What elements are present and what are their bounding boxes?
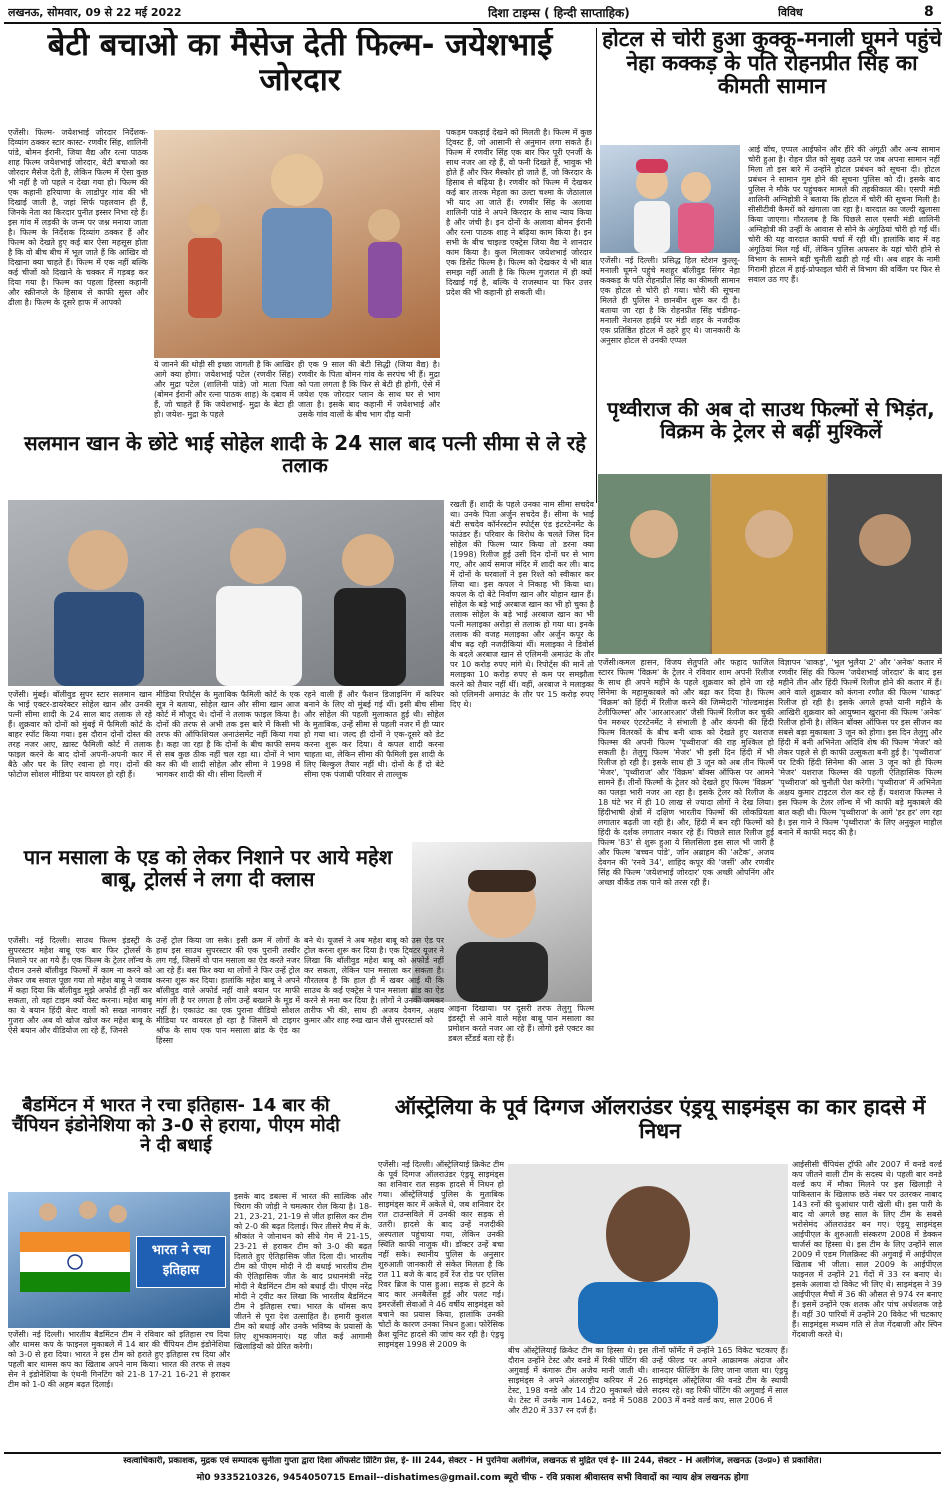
badminton-team-photo [8,1192,230,1328]
headline-prithviraj: पृथ्वीराज की अब दो साउथ फिल्मों से भिड़ंत, विक्रम के ट्रेलर से बढ़ीं मुश्किलें [607,398,935,444]
footer-contact-info: मो0 9335210326, 9454050715 Email--dishatimes@gmail.com ब्यूरो चीफ - रवि प्रकाश श्रीवास्तव सभी विवादों का न्याय क्षेत्र लखनऊ होगा [196,1473,749,1483]
article-mahesh-col1: एजेंसी। नई दिल्ली। साउथ फिल्म इंडस्ट्री के सुपरस्टार महेश बाबू एक बार फिर ट्रोलर्स के निशाने पर आ गये हैं। एक फिल्म के ट्रेलर लॉन्च के दौरान उनसे बॉलीवुड फिल्मों में काम ना करने को लेकर जब सवाल पूछा गया तो महेश बाबू ने जवाब में कहा दिया कि बॉलीवुड मुझे अफोर्ड ही नहीं कर सकता, तो वहां टाइम क्यों वेस्ट करना। महेश बाबू का ये बयान हिंदी बेल्ट वालों को सख्त नागवार गुजरा और अब वो खोज खोज कर महेश बाबू के ऐसे बयान और वीडियोज ला रहे हैं, जिनसे [8,936,152,1035]
article-badminton-col2: इसके बाद डबल्स में भारत की सात्विक और चिराग की जोड़ी ने चमत्कार रोल किया है। 18-21, 23-21, 21-19 से जीत हासिल कर टीम को 2-0 की बढ़त दिलाई। फिर तीसरे मैच में के. श्रीकांत ने जोनाथन को सीधे गेम में 21-15, 23-21 से हराकर टीम को 3-0 की बढ़त दिलाते हुए ऐतिहासिक जीत दिला दी। भारतीय टीम को पीएम मोदी ने दी बधाई भारतीय टीम की ऐतिहासिक जीत के बाद प्रधानमंत्री नरेंद्र मोदी ने बैडमिंटन टीम को बधाई दी। पीएम नरेंद्र मोदी ने ट्वीट कर लिखा कि भारतीय बैडमिंटन टीम ने इतिहास रचा। भारत के थॉमस कप जीतने से पूरा देश उत्साहित है। हमारी कुशल टीम को बधाई और उनके भविष्य के प्रयासों के लिए शुभकामनाएं। यह जीत कई आगामी खिलाड़ियों को प्रेरित करेगी। [234,1192,372,1351]
headline-badminton: बैडमिंटन में भारत ने रचा इतिहास- 14 बार की चैंपियन इंडोनेशिया को 3-0 से हराया, पीएम मोदी ने दी बधाई [12,1096,340,1157]
column-divider [596,28,597,503]
article-badminton-col1: एजेंसी। नई दिल्ली। भारतीय बैडमिंटन टीम ने रविवार को इतिहास रच दिया और थामस कप के फाइनल मुकाबले में 14 बार की चैंपियन टीम इंडोनेशिया को 3-0 से हरा दिया। भारत ने इस टीम को हराते हुए इतिहास रच दिया और पहली बार थामस कप का खिताब अपने नाम किया। भारत की तरफ से लक्ष्य सेन ने इंडोनेशिया के एंथनी गिनटिंग को 21-8 17-21 16-21 से हराकर टीम को 1-0 की अहम बढ़त दिलाई। [8,1330,230,1389]
sohail-seema-photo [8,500,444,686]
article-mahesh-col4: आइना दिखाया। पर दूसरी तरफ तेलुगु फिल्म इंडस्ट्री से आने वाले महेश बाबू पान मसाला का प्रमोशन करते नजर आ रहे हैं। लोगो इसे एक्टर का डबल स्टैंडर्ड बता रहे हैं। [448,1004,594,1043]
section-name: विविध [778,5,803,19]
article-prithviraj-col1: एजेंसी।कमल हासन, विजय सेतुपति और फहाद फाजिल स्टारर फिल्म 'विक्रम' के ट्रेलर ने रविवार शाम अपनी रिलीज के साथ ही अपने महीने के पहले शुक्रवार को होने जा रहे सिनेमा के महामुकाबले को और बढ़ा कर दिया है। फिल्म 'विक्रम' को हिंदी में रिलीज करने की जिम्मेदारी 'गोल्डमाइंस टेलीफिल्म्स' और 'आरआरआर' जैसी फिल्में रिलीज कर चुकी पेन मरुधर एंटरटेनमेंट ने संभाली है और कंपनी की हिंदी फिल्म वितरकों के बीच बनी धाक को देखते हुए यशराज फिल्म्स की अपनी फिल्म 'पृथ्वीराज' की राह मुश्किल हो सकती है। तेलुगु फिल्म 'मेजर' भी इसी दिन हिंदी में भी रिलीज हो रही है। इसके साथ ही 3 जून को अब तीन फिल्में 'मेजर', 'पृथ्वीराज' और 'विक्रम' बॉक्स ऑफिस पर आमने सामने हैं। तीनों फिल्मों के ट्रेलर को देखते हुए फिल्म 'विक्रम' का पलड़ा भारी नजर आ रहा है। इसके ट्रेलर को रिलीज के 18 घंटे भर में ही 10 लाख से ज्यादा लोगों ने देख लिया। हिंदीभाषी क्षेत्रों में दक्षिण भारतीय फिल्मों की लोकप्रियता लगातार बढ़ती जा रही है। और, हिंदी में बन रही फिल्मों को हिंदी के दर्शक लगातार नकार रहे हैं। पिछले साल रिलीज हुई फिल्म '83' से शुरू हुआ ये सिलसिला इस साल भी जारी है और फिल्म 'बच्चन पांडे', जॉन अब्राहम की 'अटैक', अजय देवगन की 'रनवे 34', शाहिद कपूर की 'जर्सी' और रणवीर सिंह की फिल्म 'जयेशभाई जोरदार' एक अच्छी ओपनिंग और अच्छा वीकेंड तक पाने को तरस रही हैं। [598,658,774,887]
headline-jayeshbhai: बेटी बचाओ का मैसेज देती फिल्म- जयेशभाई जोरदार [47,28,553,98]
headline-rohanpreet: होटल से चोरी हुआ कुक्कू-मनाली घूमने पहुंचे नेहा कक्कड़ के पति रोहनप्रीत सिंह का कीमती सामान [602,28,942,99]
article-sohail-col1: एजेंसी। मुंबई। बॉलीवुड सुपर स्टार सलमान खान के भाई एक्टर-डायरेक्टर सोहेल खान और उनकी पत्नी सीमा शादी के 24 साल बाद तलाक ले रहे हैं। शुक्रवार को दोनों को मुंबई में फैमिली कोर्ट के बाहर स्पॉट किया गया। इस दौरान दोनों दोस्त की तरह नजर आए, ख़ास्ट फैमिली कोर्ट में तलाक फाइल करने के बाद दोनों अपनी-अपनी कार में बैठे और घर के लिए रवाना हो गए। दोनों की फोटोज सोशल मीडिया पर वायरल हो रही हैं। [8,690,152,779]
article-sohail-col2: मीडिया रिपोर्ट्स के मुताबिक फैमिली कोर्ट के एक सूत्र ने बताया, सोहेल खान और सीमा खान आज कोर्ट में मौजूद थे। दोनों ने तलाक फाइल किया है। दोनों की तरफ से अभी तक इस बारे में किसी भी तरफ की ऑफिशियल अनाउंसमेंट नहीं किया गया है। कहा जा रहा है कि दोनों के बीच काफी समय से सब कुछ ठीक नहीं चल रहा था। दोनों ने भाग कर की थी शादी सोहेल और सीमा ने 1998 में भागकर शादी की थी। सीमा दिल्ली में [156,690,300,779]
article-symonds-col3: तीनों फॉर्मेट में उन्होंने 165 विकेट चटकाए हैं। उन्हें फील्ड पर अपने आक्रामक अंदाज और शानदार फील्डिंग के लिए जाना जाता था। एंड्रयू साइमंड्स ऑस्ट्रेलिया की वनडे टीम के स्थायी सदस्य रहे। वह रिकी पोंटिंग की अगुवाई में साल 2003 में वनडे वर्ल्ड कप, साल 2006 में [652,1346,788,1405]
article-jayeshbhai-col3: ही एक 9 साल की बेटी सिद्धी (जिया वैद्य) है। रणवीर के पिता बोमन गांव के सरपंच भी हैं। मुद्रा को पता लगता है कि फिर से बेटी ही होगी, ऐसे में जयेश एक जोरदार प्लान के साथ घर से भाग जाता है। इसके बाद कहानी में जयेशभाई और उसके गांव वालों के बीच भाग दौड़ यानी [298,360,440,419]
article-sohail-col4: रखती हैं। शादी के पहले उनका नाम सीमा सचदेव था। उनके पिता अर्जुन सचदेव हैं। सीमा के भाई बंटी सचदेव कॉर्नरस्टोन स्पोर्ट्स एंड इंटरटेनमेंट के फाउंडर हैं। परिवार के विरोध के चलते जिस दिन सोहेल की फिल्म प्यार किया तो डरना क्या (1998) रिलीज हुई उसी दिन दोनों घर से भाग गए, और आर्य समाज मंदिर में शादी कर ली। बाद में दोनों के घरवालों ने इस रिश्ते को स्वीकार कर लिया था। इस कपल ने निकाह भी किया था। कपल के दो बेटे निर्वाण खान और योहान खान हैं। सोहेल के बड़े भाई अरबाज खान का भी हो चुका है तलाक सोहेल के बड़े भाई अरबाज खान का भी पत्नी मलाइका अरोड़ा से तलाक हो गया था। इनके तलाक की वजह मलाइका और अर्जुन कपूर के बीच बढ़ रही नजदीकियां थीं। मलाइका ने डिवोर्स के बदले अरबाज खान से एलिमनी अमाउंट के तौर पर 10 करोड़ रुपए मांगे थे। रिपोर्ट्स की मानें तो मलाइका 10 करोड़ रुपए से कम पर समझौता करने को तैयार नहीं थीं। वहीं, अरबाज ने मलाइका को एलिमनी अमाउंट के तौर पर 15 करोड़ रुपए दिए थे। [450,500,594,709]
article-symonds-col4: आईसीसी चैंपियंस ट्रॉफी और 2007 में वनडे वर्ल्ड कप जीतने वाली टीम के सदस्य थे। पहली बार वनडे वर्ल्ड कप में मौका मिलने पर इस खिलाड़ी ने पाकिस्तान के खिलाफ छठे नंबर पर उतरकर नाबाद 143 रनों की धुआंधार पारी खेली थी। इस पारी के बाद वो अगले छह साल के लिए टीम के सबसे भरोसेमंद ऑलराउंडर बन गए। एंड्रयू साइमंड्स आईपीएल के शुरुआती संस्करण 2008 में डेक्कन चार्जर्स का हिस्सा थे। इस टीम के लिए उन्होंने साल 2009 में एडम गिलक्रिस्ट की अगुवाई में आईपीएल खिताब भी जीता। साल 2009 के आईपीएल फाइनल में उन्होंने 21 गेंदों में 33 रन बनाए थे। इसके अलावा दो विकेट भी लिए थे। साइमंड्स ने 39 आईपीएल मैचों में 36 की औसत से 974 रन बनाए हैं। इसमें उन्होंने एक शतक और पांच अर्धशतक जड़े हैं। वहीं 30 पारियों में उन्होंने 20 विकेट भी चटकाए हैं। साइमंड्स मध्यम गति से तेज गेंदबाजी और स्पिन गेंदबाजी करते थे। [792,1160,942,1339]
andrew-symonds-photo [508,1164,788,1344]
article-sohail-col3: रहने वाली हैं और फैशन डिजाइनिंग में करियर बनाने के लिए वो मुंबई गई थीं। इसी बीच सीमा और सोहेल की पहली मुलाकात हुई थी। सोहेल के मुताबिक, उन्हें सीमा से पहली नजर में ही प्यार हो गया था। जल्द ही दोनों ने एक-दूसरे को डेट करना शुरू कर दिया। वे कपल शादी करना चाहता था, लेकिन सीमा की फैमिली इस शादी के लिए बिल्कुल तैयार नहीं थी। दोनों के हैं दो बेटे सीमा एक पंजाबी परिवार से ताल्लुक [304,690,444,779]
neha-rohanpreet-photo [600,145,740,253]
article-jayeshbhai-col1: एजेंसी। फिल्म- जयेशभाई जोरदार निर्देशक- दिव्यांग ठक्कर स्टार कास्ट- रणवीर सिंह, शालिनी पांडे, बोमन ईरानी, जिया वैद्य और रत्ना पाठक शाह फिल्म जयेशभाई जोरदार, बेटी बचाओ का जोरदार मैसेज देती है, लेकिन फिल्म में ऐसा कुछ भी नहीं है जो पहले न देखा गया हो। फिल्म की एक कहानी हरियाणा के लाडोपुर गांव की भी दिखाई जाती है, जहां सिर्फ पहलवान ही हैं, जिनके नेता का किरदार पुनीत इस्सर निभा रहे हैं। इस गांव में लड़की के जन्म पर जश्न मनाया जाता है। फिल्म के निर्देशक दिव्यांग ठक्कर हैं और फिल्म को देखते हुए कई बार ऐसा महसूस होता है कि वो बीच बीच में भूल जाते हैं कि आखिर वो दिखाना क्या चाहते हैं। फिल्म में एक नहीं बल्कि कई चीजों को दिखाने के चक्कर में गड़बड़ कर दिया गया है। फिल्म का पहला हिस्सा कहानी और स्क्रीनप्ले के हिसाब से काफी सुस्त और ढीला है। फिल्म के दूसरे हाफ में आपको [8,128,148,307]
photo-caption-line2: इतिहास [162,1262,200,1278]
article-jayeshbhai-col2: ये जानने की थोड़ी सी इच्छा जागती है कि आखिर आगे क्या होगा। जयेशभाई पटेल (रणवीर सिंह) और मुद्रा पटेल (शालिनी पांडे) जो माता पिता (बोमन ईरानी और रत्ना पाठक शाह) के दबाव में हैं, जो चाहते हैं कि जयेशभाई- मुद्रा के बेटा ही हो। जयेश- मुद्रा के पहले [154,360,294,419]
article-symonds-col1: एजेंसी। नई दिल्ली। ऑस्ट्रेलियाई क्रिकेट टीम के पूर्व दिग्गज ऑलराउंडर एंड्रयू साइमंड्स का शनिवार रात सड़क हादसे में निधन हो गया। ऑस्ट्रेलियाई पुलिस के मुताबिक साइमंड्स कार में अकेले थे, जब शनिवार देर रात टाउन्सविले में उनकी कार सड़क से उतरी। हादसे के बाद उन्हें नजदीकी अस्पताल पहुंचाया गया, लेकिन उनकी स्थिति काफी नाजुक थी। डॉक्टर उन्हें बचा नहीं सके। स्थानीय पुलिस के अनुसार शुरुआती जानकारी से संकेत मिलता है कि रात 11 बजे के बाद हर्वे रेंज रोड पर एलिस रिवर ब्रिज के पास हुआ। सड़क से हटने के बाद कार अनबैलेंस हुई और पलट गई। इमरजेंसी सेवाओं ने 46 वर्षीय साइमंड्स को बचाने का प्रयास किया, हालांकि उनकी चोटों के कारण उनका निधन हुआ। फोरेंसिक क्रैश यूनिट हादसे की जांच कर रही है। एंड्रयू साइमंड्स 1998 से 2009 के [378,1160,504,1349]
issue-date: लखनऊ, सोमवार, 09 से 22 मई 2022 [8,5,182,19]
jayeshbhai-poster-image [154,130,440,358]
headline-symonds: ऑस्ट्रेलिया के पूर्व दिग्गज ऑलराउंडर एंड्रयू साइमंड्स का कार हादसे में निधन [394,1096,926,1143]
article-prithviraj-col2: विज्ञापन 'धाकड़', 'भूल भुलैया 2' और 'अनेक' कतार में रणवीर सिंह की फिल्म 'जयेशभाई जोरदार' के बाद इस महीने तीन और हिंदी फिल्में रिलीज होने की कतार में हैं। आने वाले शुक्रवार को कंगना रणौत की फिल्म 'धाकड़' रिलीज हो रही है। इसके अगले हफ्ते यानी महीने के आखिरी शुक्रवार को आयुष्मान खुराना की फिल्म 'अनेक' रिलीज होनी है। लेकिन बॉक्स ऑफिस पर इस सीजन का सबसे बड़ा मुकाबला 3 जून को होगा। इस दिन तेलुगु और हिंदी में बनी अभिनेता अदिवि शेष की फिल्म 'मेजर' को लेकर पहले से ही काफी उत्सुकता बनी हुई है। 'पृथ्वीराज' पर टिकी हिंदी सिनेमा की आस 3 जून को ही फिल्म 'मेजर' यशराज फिल्म्स की पहली ऐतिहासिक फिल्म 'पृथ्वीराज' को चुनौती पेश करेगी। 'पृथ्वीराज' में अभिनेता अक्षय कुमार टाइटल रोल कर रहे हैं। यशराज फिल्म्स ने इस फिल्म के टेलर लॉन्च में भी काफी बड़े मुकाबले की बात कही थी। फिल्म 'पृथ्वीराज' के आगे 'हर हर' लग रहा है। इस गाने ने फिल्म 'पृथ्वीराज' के लिए अनुकूल माहौल बनाने में काफी मदद की है। [778,658,942,837]
article-rohanpreet-col2: आई वॉच, एप्पल आईफोन और हीरे की अंगूठी और अन्य सामान चोरी हुआ है। रोहन प्रीत को सुबह उठने पर जब अपना सामान नहीं मिला तो इस बारे में उन्होंने होटल प्रबंधन को सूचना दी। होटल प्रबंधन ने सामान गुम होने की सूचना पुलिस को दी। इसके बाद पुलिस ने मौके पर पहुंचकर मामले की तहकीकात की। एसपी मंडी शालिनी अग्निहोत्री ने बताया कि होटल में चोरी की सूचना मिली है। सीसीटीवी कैमरों को खंगाला जा रहा है। वारदात का जल्दी खुलासा किया जाएगा। गौरतलब है कि पिछले साल एसपी मंडी शालिनी अग्निहोत्री की उन्हीं के आवास से सोने के अंगूठियां चोरी हो गईं थीं। चोरी की यह वारदात काफी चर्चा में रही थी। हालांकि बाद में वह अंगूठियां मिल गईं थीं, लेकिन पुलिस अफसर के यहां चोरी होने से विभाग के सामने बड़ी चुनौती खड़ी हो गई थी। अब शहर के नामी गिरामी होटल में हाई-प्रोफाइल चोरी से विभाग की वर्किंग पर फिर से सवाल उठ गए हैं। [748,145,940,284]
footer-publisher-info: स्वत्वाधिकारी, प्रकाशक, मुद्रक एवं सम्पादक सुनीता गुप्ता द्वारा दिशा ऑफसेट प्रिंटिंग प्रेस, ई- III 244, सेक्टर - H पुरनिया अलीगंज, लखनऊ से मुद्रित एवं ई- III 244, सेक्टर - H अलीगंज, लखनऊ (उ०प्र०) से प्रकाशित। [123,1456,822,1466]
page-number: 8 [924,3,934,20]
article-mahesh-col2: उन्हें ट्रोल किया जा सके। इसी क्रम में लोगों के हाथ इस साउथ सुपरस्टार की एक पुरानी तस्वीर लग गई, जिसमें वो पान मसाला का ऐड करते नजर आ रहे हैं। बस फिर क्या था लोगों ने फिर उन्हें ट्रोल करना शुरू कर दिया। हालांकि महेश बाबू ने अपने बॉलीवुड वाले अफोर्ड नहीं वाले बयान पर माफी मांग ली है पर लगता है लोग उन्हें बख्शने के मूड में नहीं है। एकाउंट का एक पुराना वीडियो सोशल मीडिया पर वायरल हो रहा है जिसमें वो टाइगर श्रॉफ के साथ एक पान मसाला ब्रांड के ऐड का हिस्सा [156,936,300,1045]
header-rule [4,22,941,24]
article-mahesh-col3: बने थे। यूजर्स ने अब महेश बाबू को उस ऐड पर ट्रोल करना शुरू कर दिया है। एक टि्वटर यूजर ने लिखा कि बॉलीवुड महेश बाबू को अफोर्ड नहीं कर सकता, लेकिन पान मसाला कर सकता है। गौरतलब है कि हाल ही में खबर आई थी कि साउथ के कई एक्ट्रेस ने पान मसाला ब्रांड का ऐड करने से मना कर दिया है। लोगों ने उनकी जमकर तारीफ भी की, साथ ही अजय देवगन, अक्षय कुमार और शाह रुख खान जैसे सुपरस्टार्स को [304,936,444,1025]
headline-sohail-khan: सलमान खान के छोटे भाई सोहेल शादी के 24 साल बाद पत्नी सीमा से ले रहे तलाक [24,432,586,478]
photo-caption-line1: भारत ने रचा [151,1243,211,1258]
movie-posters-image [598,474,942,654]
article-jayeshbhai-col4: पकड़म पकड़ाई देखने को मिलती है। फिल्म में कुछ टि्वस्ट हैं, जो आसानी से अनुमान लगा सकते हैं। फिल्म में रणवीर सिंह एक बार फिर पूरी एनर्जी के साथ नजर आ रहे हैं, वो फनी दिखते हैं, भावुक भी होते हैं और फिर मैस्कोर हो जाते हैं, जो किरदार के हिसाब से बढ़िया है। रणवीर को फिल्म में देखकर कई बार तारक मेहता का उल्टा चश्मा के जेठालाल भी याद आ जाते हैं। रणवीर सिंह के अलावा शालिनी पांडे ने अपने किरदार के साथ न्याय किया है और जंची है। इन दोनों के अलावा बोमन ईरानी और रत्ना पाठक शाह ने बढ़िया काम किया है। इन सभी के बीच चाइल्ड एक्ट्रेस जिया वैद्य ने शानदार काम किया है। कुल मिलाकर जयेशभाई जोरदार एक डिसेंट फिल्म है। फिल्म को देखकर ये भी बात समझ नहीं आती है कि फिल्म गुजरात में ही क्यों दिखाई गई है, बल्कि ये राजस्थान या फिर उत्तर प्रदेश की भी कहानी हो सकती थी। [446,128,592,297]
article-rohanpreet-col1: एजेंसी। नई दिल्ली। प्रसिद्ध हिल स्टेशन कुल्लू-मनाली घूमने पहुंचे मशहूर बॉलीवुड सिंगर नेहा कक्कड़ के पति रोहनप्रीत सिंह का कीमती सामान एक होटल से चोरी हो गया। चोरी की सूचना मिलते ही पुलिस ने छानबीन शुरू कर दी है। बताया जा रहा है कि रोहनप्रीत सिंह चंडीगढ़-मनाली नेशनल हाईवे पर मंडी शहर के नजदीक एक प्रतिष्ठित होटल में ठहरे हुए थे। जानकारी के अनुसार होटल से उनकी एप्पल [600,256,740,345]
photo-caption-box [136,1236,226,1288]
footer-rule [4,1452,941,1454]
headline-mahesh-babu: पान मसाला के एड को लेकर निशाने पर आये महेश बाबू, ट्रोलर्स ने लगा दी क्लास [23,846,393,892]
newspaper-name: दिशा टाइम्स ( हिन्दी साप्ताहिक) [488,5,630,20]
article-symonds-col2: बीच ऑस्ट्रेलियाई क्रिकेट टीम का हिस्सा थे। इस दौरान उन्होंने टेस्ट और वनडे में रिकी पोंटिंग की अगुवाई में कंगारू टीम अजेय मानी जाती थी। साइमंड्स ने अपने अंतरराष्ट्रीय करियर में 26 टेस्ट, 198 वनडे और 14 टी20 मुकाबले खेले थे। टेस्ट में उनके नाम 1462, वनडे में 5088 और टी20 में 337 रन दर्ज हैं। [508,1346,648,1415]
